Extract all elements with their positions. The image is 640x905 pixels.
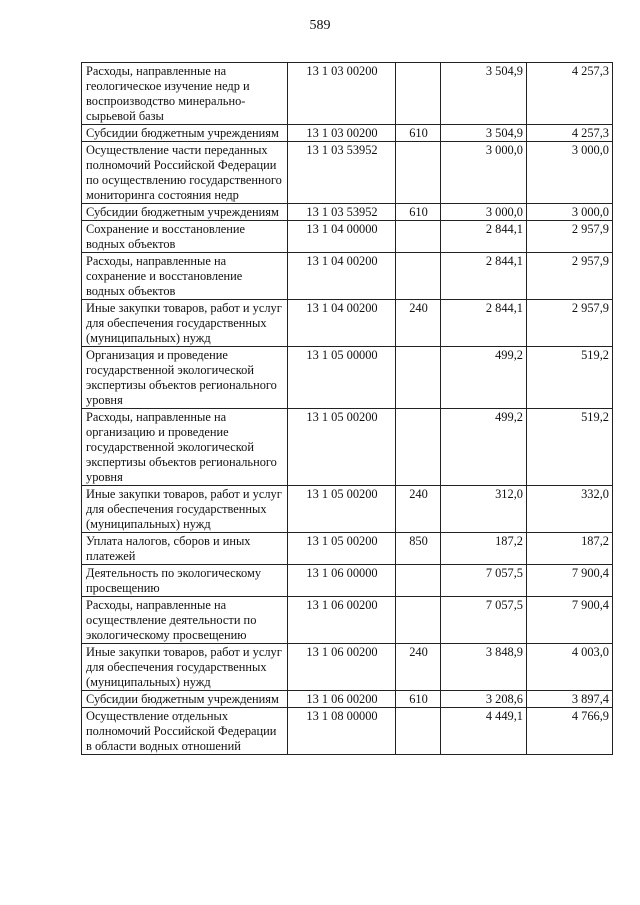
row-amount-2: 7 900,4	[527, 597, 613, 644]
row-expense-type	[396, 409, 441, 486]
table-row	[82, 221, 613, 253]
row-amount-2: 4 257,3	[527, 63, 613, 125]
row-amount-1: 312,0	[441, 486, 527, 533]
table-row	[82, 533, 613, 565]
row-amount-1: 3 000,0	[441, 204, 527, 221]
row-amount-1: 499,2	[441, 347, 527, 409]
row-expense-type: 610	[396, 125, 441, 142]
row-code: 13 1 06 00200	[288, 691, 396, 708]
row-amount-2: 4 257,3	[527, 125, 613, 142]
row-amount-1: 2 844,1	[441, 300, 527, 347]
row-expense-type: 610	[396, 691, 441, 708]
row-expense-type: 240	[396, 644, 441, 691]
row-amount-2: 4 766,9	[527, 708, 613, 755]
row-amount-2: 519,2	[527, 409, 613, 486]
row-name: Иные закупки товаров, работ и услуг для обеспечения государственных (муниципальных) нужд	[82, 644, 288, 691]
table-row	[82, 347, 613, 409]
row-amount-1: 499,2	[441, 409, 527, 486]
row-amount-2: 3 000,0	[527, 204, 613, 221]
row-name: Сохранение и восстановление водных объектов	[82, 221, 288, 253]
table-row	[82, 253, 613, 300]
row-name: Субсидии бюджетным учреждениям	[82, 125, 288, 142]
row-amount-1: 3 504,9	[441, 63, 527, 125]
row-amount-1: 2 844,1	[441, 221, 527, 253]
row-code: 13 1 05 00000	[288, 347, 396, 409]
row-name: Иные закупки товаров, работ и услуг для обеспечения государственных (муниципальных) нужд	[82, 300, 288, 347]
row-expense-type	[396, 221, 441, 253]
row-code: 13 1 06 00000	[288, 565, 396, 597]
row-name: Субсидии бюджетным учреждениям	[82, 204, 288, 221]
table-row	[82, 565, 613, 597]
table-row	[82, 125, 613, 142]
row-code: 13 1 04 00200	[288, 300, 396, 347]
row-name: Иные закупки товаров, работ и услуг для обеспечения государственных (муниципальных) нужд	[82, 486, 288, 533]
row-code: 13 1 03 53952	[288, 142, 396, 204]
row-amount-2: 332,0	[527, 486, 613, 533]
row-code: 13 1 06 00200	[288, 597, 396, 644]
row-expense-type: 240	[396, 486, 441, 533]
row-amount-1: 2 844,1	[441, 253, 527, 300]
table-row	[82, 142, 613, 204]
row-code: 13 1 04 00200	[288, 253, 396, 300]
table-row	[82, 204, 613, 221]
row-name: Субсидии бюджетным учреждениям	[82, 691, 288, 708]
row-amount-2: 2 957,9	[527, 253, 613, 300]
budget-table	[81, 62, 613, 755]
row-name: Деятельность по экологическому просвещению	[82, 565, 288, 597]
table-row	[82, 597, 613, 644]
row-amount-1: 187,2	[441, 533, 527, 565]
row-amount-2: 2 957,9	[527, 221, 613, 253]
row-amount-1: 7 057,5	[441, 597, 527, 644]
row-amount-1: 3 504,9	[441, 125, 527, 142]
row-name: Расходы, направленные на геологическое изучение недр и воспроизводство минерально-сырьевой базы	[82, 63, 288, 125]
row-amount-1: 4 449,1	[441, 708, 527, 755]
row-amount-2: 2 957,9	[527, 300, 613, 347]
row-expense-type	[396, 253, 441, 300]
row-amount-2: 187,2	[527, 533, 613, 565]
row-code: 13 1 03 00200	[288, 63, 396, 125]
row-name: Расходы, направленные на организацию и проведение государственной экологической экспертизы объектов регионального уровня	[82, 409, 288, 486]
row-expense-type	[396, 63, 441, 125]
row-name: Осуществление части переданных полномочий Российской Федерации по осуществлению государственного мониторинга состояния недр	[82, 142, 288, 204]
row-amount-1: 7 057,5	[441, 565, 527, 597]
table-row	[82, 486, 613, 533]
row-name: Расходы, направленные на сохранение и восстановление водных объектов	[82, 253, 288, 300]
row-amount-2: 519,2	[527, 347, 613, 409]
row-code: 13 1 03 53952	[288, 204, 396, 221]
table-row	[82, 300, 613, 347]
row-code: 13 1 04 00000	[288, 221, 396, 253]
row-amount-2: 3 000,0	[527, 142, 613, 204]
row-code: 13 1 03 00200	[288, 125, 396, 142]
table-row	[82, 691, 613, 708]
row-expense-type: 850	[396, 533, 441, 565]
row-amount-1: 3 208,6	[441, 691, 527, 708]
row-amount-1: 3 848,9	[441, 644, 527, 691]
page-number: 589	[309, 18, 331, 33]
row-amount-1: 3 000,0	[441, 142, 527, 204]
row-expense-type	[396, 708, 441, 755]
row-code: 13 1 05 00200	[288, 486, 396, 533]
row-code: 13 1 06 00200	[288, 644, 396, 691]
row-expense-type	[396, 142, 441, 204]
table-row	[82, 409, 613, 486]
row-amount-2: 3 897,4	[527, 691, 613, 708]
row-name: Расходы, направленные на осуществление деятельности по экологическому просвещению	[82, 597, 288, 644]
row-code: 13 1 05 00200	[288, 533, 396, 565]
table-row	[82, 644, 613, 691]
row-amount-2: 7 900,4	[527, 565, 613, 597]
row-expense-type: 610	[396, 204, 441, 221]
row-expense-type	[396, 565, 441, 597]
row-expense-type	[396, 597, 441, 644]
row-code: 13 1 05 00200	[288, 409, 396, 486]
budget-table-body	[82, 63, 613, 755]
row-name: Организация и проведение государственной экологической экспертизы объектов регионального уровня	[82, 347, 288, 409]
row-expense-type: 240	[396, 300, 441, 347]
table-row	[82, 708, 613, 755]
row-expense-type	[396, 347, 441, 409]
row-code: 13 1 08 00000	[288, 708, 396, 755]
row-name: Осуществление отдельных полномочий Российской Федерации в области водных отношений	[82, 708, 288, 755]
row-name: Уплата налогов, сборов и иных платежей	[82, 533, 288, 565]
row-amount-2: 4 003,0	[527, 644, 613, 691]
table-row	[82, 63, 613, 125]
